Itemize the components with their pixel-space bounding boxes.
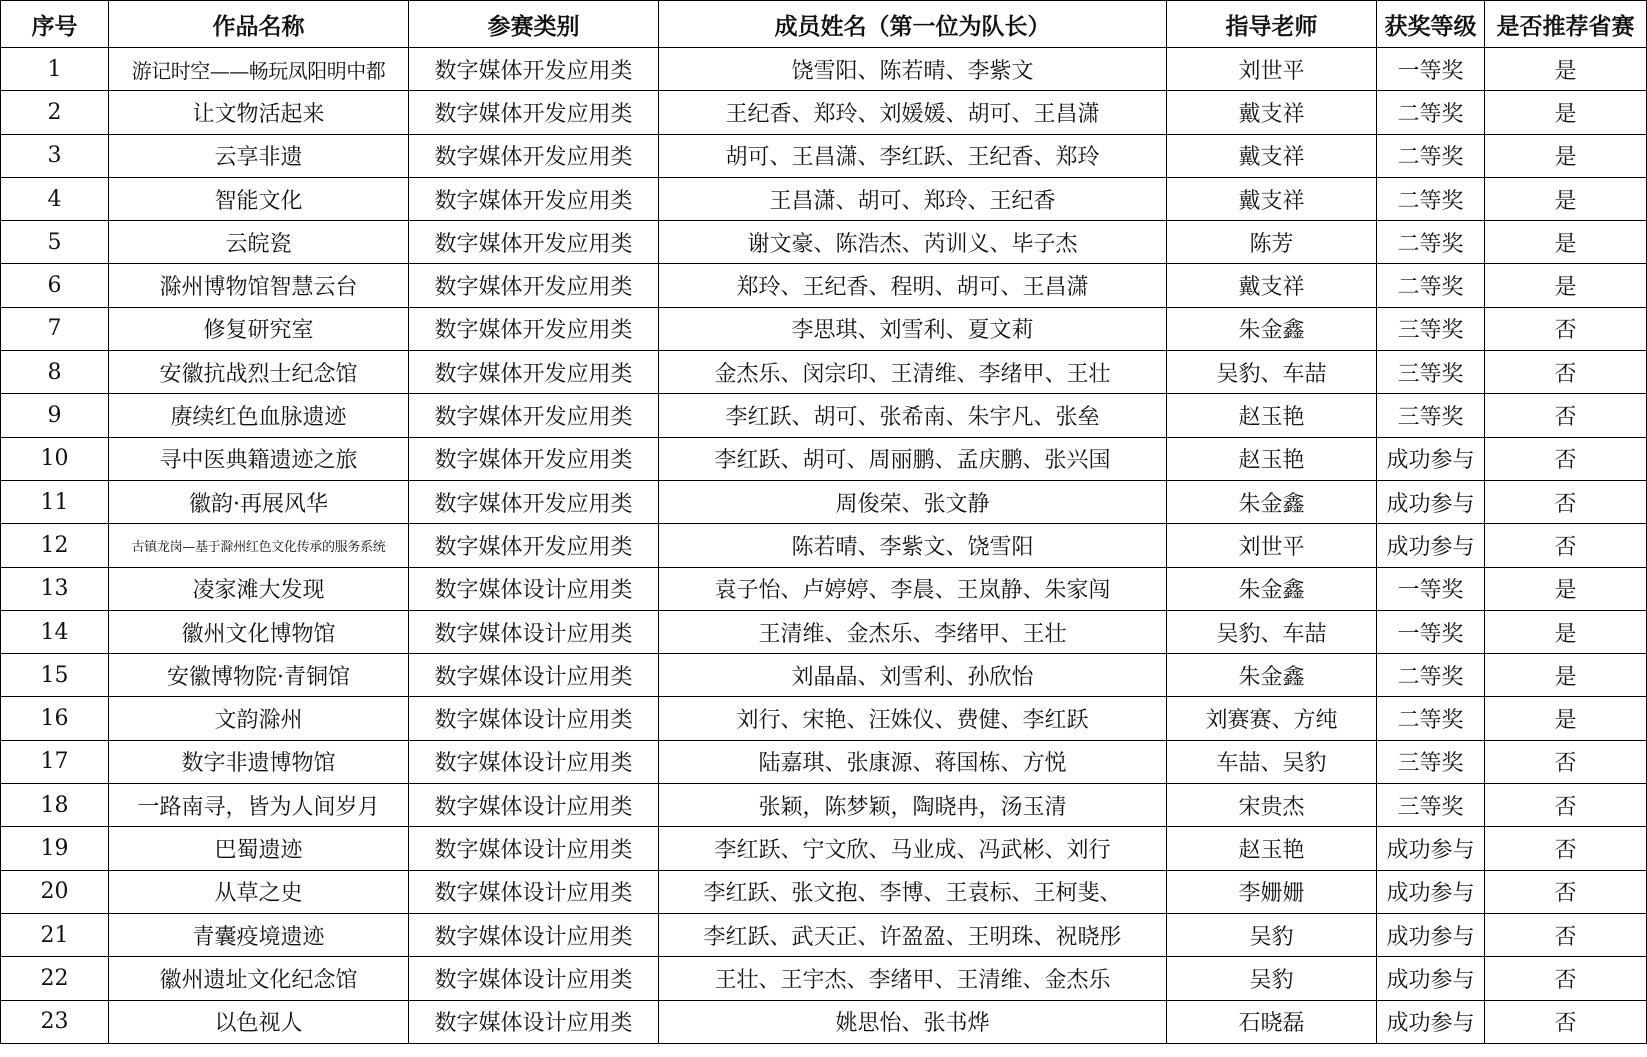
cell-title: 青囊疫境遗迹 <box>109 913 409 956</box>
cell-members: 金杰乐、闵宗印、王清维、李绪甲、王壮 <box>659 351 1167 394</box>
cell-title: 云享非遗 <box>109 134 409 177</box>
cell-category: 数字媒体开发应用类 <box>409 394 659 437</box>
cell-category: 数字媒体设计应用类 <box>409 610 659 653</box>
cell-members: 李思琪、刘雪利、夏文莉 <box>659 307 1167 350</box>
header-advisor: 指导老师 <box>1167 1 1377 48</box>
table-row <box>1 740 1647 783</box>
cell-category: 数字媒体开发应用类 <box>409 177 659 220</box>
cell-advisor: 赵玉艳 <box>1167 394 1377 437</box>
cell-recommend: 否 <box>1485 394 1647 437</box>
cell-recommend: 是 <box>1485 654 1647 697</box>
cell-title: 智能文化 <box>109 177 409 220</box>
cell-advisor: 戴支祥 <box>1167 264 1377 307</box>
cell-advisor: 戴支祥 <box>1167 91 1377 134</box>
cell-award: 三等奖 <box>1377 740 1485 783</box>
cell-index: 11 <box>1 480 109 523</box>
cell-members: 陆嘉琪、张康源、蒋国栋、方悦 <box>659 740 1167 783</box>
cell-members: 刘行、宋艳、汪姝仪、费健、李红跃 <box>659 697 1167 740</box>
cell-index: 18 <box>1 784 109 827</box>
header-award: 获奖等级 <box>1377 1 1485 48</box>
cell-advisor: 刘世平 <box>1167 524 1377 567</box>
table-row <box>1 307 1647 350</box>
cell-members: 郑玲、王纪香、程明、胡可、王昌潇 <box>659 264 1167 307</box>
table-row <box>1 697 1647 740</box>
cell-index: 15 <box>1 654 109 697</box>
cell-award: 一等奖 <box>1377 567 1485 610</box>
cell-category: 数字媒体开发应用类 <box>409 524 659 567</box>
cell-recommend: 是 <box>1485 221 1647 264</box>
table-row <box>1 134 1647 177</box>
cell-title: 修复研究室 <box>109 307 409 350</box>
table-row <box>1 221 1647 264</box>
cell-advisor: 宋贵杰 <box>1167 784 1377 827</box>
cell-title: 文韵滁州 <box>109 697 409 740</box>
cell-advisor: 石晓磊 <box>1167 1000 1377 1043</box>
cell-index: 12 <box>1 524 109 567</box>
cell-category: 数字媒体设计应用类 <box>409 697 659 740</box>
cell-advisor: 朱金鑫 <box>1167 654 1377 697</box>
table-row <box>1 394 1647 437</box>
cell-advisor: 刘赛赛、方纯 <box>1167 697 1377 740</box>
table-row <box>1 91 1647 134</box>
cell-advisor: 陈芳 <box>1167 221 1377 264</box>
cell-award: 三等奖 <box>1377 351 1485 394</box>
cell-index: 6 <box>1 264 109 307</box>
cell-recommend: 否 <box>1485 827 1647 870</box>
cell-members: 李红跃、胡可、周丽鹏、孟庆鹏、张兴国 <box>659 437 1167 480</box>
cell-recommend: 是 <box>1485 91 1647 134</box>
cell-members: 刘晶晶、刘雪利、孙欣怡 <box>659 654 1167 697</box>
cell-members: 王昌潇、胡可、郑玲、王纪香 <box>659 177 1167 220</box>
cell-award: 成功参与 <box>1377 1000 1485 1043</box>
cell-award: 二等奖 <box>1377 134 1485 177</box>
table-row <box>1 524 1647 567</box>
cell-members: 胡可、王昌潇、李红跃、王纪香、郑玲 <box>659 134 1167 177</box>
table-row <box>1 654 1647 697</box>
cell-award: 成功参与 <box>1377 437 1485 480</box>
cell-title: 安徽抗战烈士纪念馆 <box>109 351 409 394</box>
cell-title: 徽州遗址文化纪念馆 <box>109 957 409 1000</box>
cell-title: 寻中医典籍遗迹之旅 <box>109 437 409 480</box>
header-title: 作品名称 <box>109 1 409 48</box>
cell-index: 3 <box>1 134 109 177</box>
table-row <box>1 1000 1647 1043</box>
cell-index: 21 <box>1 913 109 956</box>
cell-award: 二等奖 <box>1377 91 1485 134</box>
cell-index: 5 <box>1 221 109 264</box>
cell-recommend: 是 <box>1485 177 1647 220</box>
cell-advisor: 车喆、吴豹 <box>1167 740 1377 783</box>
cell-category: 数字媒体开发应用类 <box>409 48 659 91</box>
header-index: 序号 <box>1 1 109 48</box>
cell-recommend: 否 <box>1485 740 1647 783</box>
cell-title: 游记时空——畅玩凤阳明中都 <box>109 48 409 91</box>
cell-award: 二等奖 <box>1377 697 1485 740</box>
cell-award: 二等奖 <box>1377 654 1485 697</box>
cell-advisor: 朱金鑫 <box>1167 567 1377 610</box>
cell-title: 凌家滩大发现 <box>109 567 409 610</box>
cell-index: 19 <box>1 827 109 870</box>
cell-category: 数字媒体开发应用类 <box>409 307 659 350</box>
cell-index: 20 <box>1 870 109 913</box>
cell-members: 王清维、金杰乐、李绪甲、王壮 <box>659 610 1167 653</box>
cell-recommend: 否 <box>1485 784 1647 827</box>
table-row <box>1 827 1647 870</box>
cell-index: 22 <box>1 957 109 1000</box>
cell-advisor: 刘世平 <box>1167 48 1377 91</box>
header-members: 成员姓名（第一位为队长） <box>659 1 1167 48</box>
cell-index: 16 <box>1 697 109 740</box>
table-row <box>1 480 1647 523</box>
cell-index: 1 <box>1 48 109 91</box>
cell-category: 数字媒体设计应用类 <box>409 784 659 827</box>
cell-title: 安徽博物院·青铜馆 <box>109 654 409 697</box>
cell-advisor: 吴豹、车喆 <box>1167 610 1377 653</box>
cell-advisor: 戴支祥 <box>1167 134 1377 177</box>
cell-index: 14 <box>1 610 109 653</box>
cell-recommend: 否 <box>1485 1000 1647 1043</box>
cell-recommend: 否 <box>1485 870 1647 913</box>
cell-recommend: 是 <box>1485 264 1647 307</box>
cell-award: 一等奖 <box>1377 48 1485 91</box>
cell-recommend: 否 <box>1485 524 1647 567</box>
cell-title: 让文物活起来 <box>109 91 409 134</box>
cell-recommend: 是 <box>1485 697 1647 740</box>
cell-award: 三等奖 <box>1377 307 1485 350</box>
cell-recommend: 否 <box>1485 913 1647 956</box>
cell-title: 数字非遗博物馆 <box>109 740 409 783</box>
table-row <box>1 437 1647 480</box>
cell-members: 陈若晴、李紫文、饶雪阳 <box>659 524 1167 567</box>
cell-advisor: 赵玉艳 <box>1167 437 1377 480</box>
cell-members: 李红跃、胡可、张希南、朱宇凡、张垒 <box>659 394 1167 437</box>
cell-category: 数字媒体开发应用类 <box>409 134 659 177</box>
cell-award: 成功参与 <box>1377 524 1485 567</box>
cell-recommend: 否 <box>1485 351 1647 394</box>
cell-category: 数字媒体开发应用类 <box>409 480 659 523</box>
cell-members: 谢文豪、陈浩杰、芮训义、毕子杰 <box>659 221 1167 264</box>
cell-members: 张颖，陈梦颖，陶晓冉，汤玉清 <box>659 784 1167 827</box>
cell-award: 二等奖 <box>1377 264 1485 307</box>
cell-category: 数字媒体设计应用类 <box>409 567 659 610</box>
cell-category: 数字媒体设计应用类 <box>409 827 659 870</box>
cell-recommend: 是 <box>1485 567 1647 610</box>
cell-award: 三等奖 <box>1377 784 1485 827</box>
cell-index: 4 <box>1 177 109 220</box>
cell-title: 赓续红色血脉遗迹 <box>109 394 409 437</box>
cell-index: 8 <box>1 351 109 394</box>
cell-category: 数字媒体设计应用类 <box>409 654 659 697</box>
cell-recommend: 否 <box>1485 480 1647 523</box>
table-row <box>1 957 1647 1000</box>
cell-members: 王壮、王宇杰、李绪甲、王清维、金杰乐 <box>659 957 1167 1000</box>
cell-award: 二等奖 <box>1377 221 1485 264</box>
table-row <box>1 567 1647 610</box>
cell-category: 数字媒体开发应用类 <box>409 264 659 307</box>
cell-award: 成功参与 <box>1377 480 1485 523</box>
cell-advisor: 赵玉艳 <box>1167 827 1377 870</box>
cell-title: 巴蜀遗迹 <box>109 827 409 870</box>
cell-category: 数字媒体开发应用类 <box>409 91 659 134</box>
cell-award: 一等奖 <box>1377 610 1485 653</box>
cell-advisor: 李姗姗 <box>1167 870 1377 913</box>
cell-members: 李红跃、宁文欣、马业成、冯武彬、刘行 <box>659 827 1167 870</box>
cell-category: 数字媒体设计应用类 <box>409 913 659 956</box>
cell-title: 云皖瓷 <box>109 221 409 264</box>
cell-recommend: 是 <box>1485 610 1647 653</box>
table-row <box>1 48 1647 91</box>
cell-advisor: 朱金鑫 <box>1167 307 1377 350</box>
table-row <box>1 784 1647 827</box>
cell-award: 二等奖 <box>1377 177 1485 220</box>
cell-index: 23 <box>1 1000 109 1043</box>
cell-index: 7 <box>1 307 109 350</box>
cell-members: 袁子怡、卢婷婷、李晨、王岚静、朱家闯 <box>659 567 1167 610</box>
cell-advisor: 戴支祥 <box>1167 177 1377 220</box>
cell-award: 成功参与 <box>1377 913 1485 956</box>
table-row <box>1 913 1647 956</box>
cell-members: 周俊荣、张文静 <box>659 480 1167 523</box>
cell-index: 17 <box>1 740 109 783</box>
cell-members: 李红跃、张文抱、李博、王袁标、王柯斐、 <box>659 870 1167 913</box>
cell-title: 古镇龙岗—基于滁州红色文化传承的服务系统 <box>109 524 409 567</box>
cell-title: 徽州文化博物馆 <box>109 610 409 653</box>
cell-advisor: 吴豹、车喆 <box>1167 351 1377 394</box>
cell-category: 数字媒体开发应用类 <box>409 437 659 480</box>
cell-advisor: 吴豹 <box>1167 913 1377 956</box>
cell-members: 王纪香、郑玲、刘媛媛、胡可、王昌潇 <box>659 91 1167 134</box>
cell-members: 饶雪阳、陈若晴、李紫文 <box>659 48 1167 91</box>
cell-category: 数字媒体开发应用类 <box>409 351 659 394</box>
cell-award: 成功参与 <box>1377 957 1485 1000</box>
cell-award: 成功参与 <box>1377 870 1485 913</box>
table-row <box>1 870 1647 913</box>
cell-category: 数字媒体开发应用类 <box>409 221 659 264</box>
table-row <box>1 351 1647 394</box>
cell-recommend: 是 <box>1485 48 1647 91</box>
cell-index: 2 <box>1 91 109 134</box>
cell-category: 数字媒体设计应用类 <box>409 740 659 783</box>
table-row <box>1 177 1647 220</box>
table-row <box>1 610 1647 653</box>
cell-title: 滁州博物馆智慧云台 <box>109 264 409 307</box>
cell-title: 一路南寻，皆为人间岁月 <box>109 784 409 827</box>
header-category: 参赛类别 <box>409 1 659 48</box>
cell-award: 三等奖 <box>1377 394 1485 437</box>
header-recommend: 是否推荐省赛 <box>1485 1 1647 48</box>
cell-index: 13 <box>1 567 109 610</box>
table-body <box>1 48 1647 1044</box>
cell-members: 李红跃、武天正、许盈盈、王明珠、祝晓彤 <box>659 913 1167 956</box>
cell-award: 成功参与 <box>1377 827 1485 870</box>
cell-advisor: 朱金鑫 <box>1167 480 1377 523</box>
cell-category: 数字媒体设计应用类 <box>409 870 659 913</box>
cell-index: 9 <box>1 394 109 437</box>
header-row <box>1 1 1647 48</box>
table-row <box>1 264 1647 307</box>
cell-recommend: 否 <box>1485 307 1647 350</box>
cell-members: 姚思怡、张书烨 <box>659 1000 1167 1043</box>
cell-recommend: 否 <box>1485 437 1647 480</box>
cell-category: 数字媒体设计应用类 <box>409 1000 659 1043</box>
cell-title: 以色视人 <box>109 1000 409 1043</box>
cell-category: 数字媒体设计应用类 <box>409 957 659 1000</box>
cell-recommend: 是 <box>1485 134 1647 177</box>
cell-title: 从草之史 <box>109 870 409 913</box>
cell-recommend: 否 <box>1485 957 1647 1000</box>
cell-index: 10 <box>1 437 109 480</box>
cell-advisor: 吴豹 <box>1167 957 1377 1000</box>
cell-title: 徽韵·再展风华 <box>109 480 409 523</box>
